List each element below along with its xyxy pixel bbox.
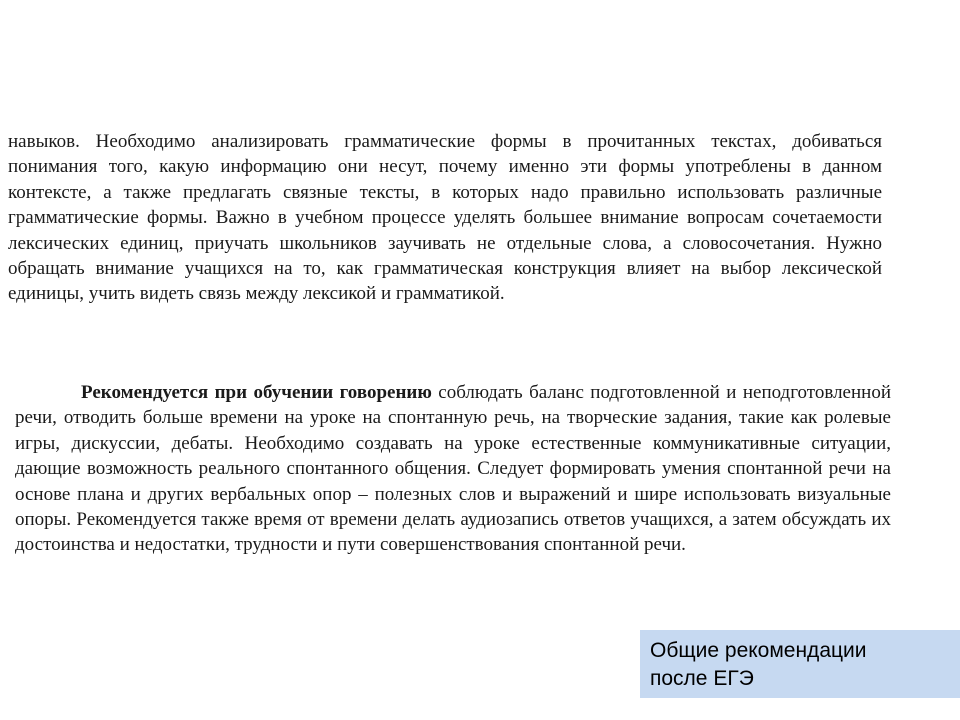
slide-caption-text — [650, 637, 950, 693]
paragraph-grammar-recommendations: навыков. Необходимо анализировать грамматические формы в прочитанных текстах, добиваться понимания того, какую информацию они несут, почему именно эти формы употреблены в данном контексте, а также предлагать связные тексты, в которых надо правильно использовать различные грамматические формы. Важно в учебном процессе уделять большее внимание вопросам сочетаемости лексических единиц, приучать школьников заучивать не отдельные слова, а словосочетания. Нужно обращать внимание учащихся на то, как грамматическая конструкция влияет на выбор лексической единицы, учить видеть связь между лексикой и грамматикой. — [8, 131, 882, 305]
paragraph-body-text: соблюдать баланс подготовленной и неподготовленной речи, отводить больше времени на уроке на спонтанную речь, на творческие задания, такие как ролевые игры, дискуссии, дебаты. Необходимо создавать на уроке естественные коммуникативные ситуации, дающие возможность реального спонтанного общения. Следует формировать умения спонтанной речи на основе плана и других вербальных опор – полезных слов и выражений и шире использовать визуальные опоры. Рекомендуется также время от времени делать аудиозапись ответов учащихся, а затем обсуждать их достоинства и недостатки, трудности и пути совершенствования спонтанной речи. — [15, 382, 891, 556]
caption-line-1: Общие рекомендации — [650, 639, 867, 662]
caption-line-2: после ЕГЭ — [650, 667, 754, 690]
paragraph-speaking-recommendations — [15, 380, 891, 558]
paragraph-bold-lead: Рекомендуется при обучении говорению — [81, 382, 432, 403]
slide-caption-box — [640, 630, 960, 698]
